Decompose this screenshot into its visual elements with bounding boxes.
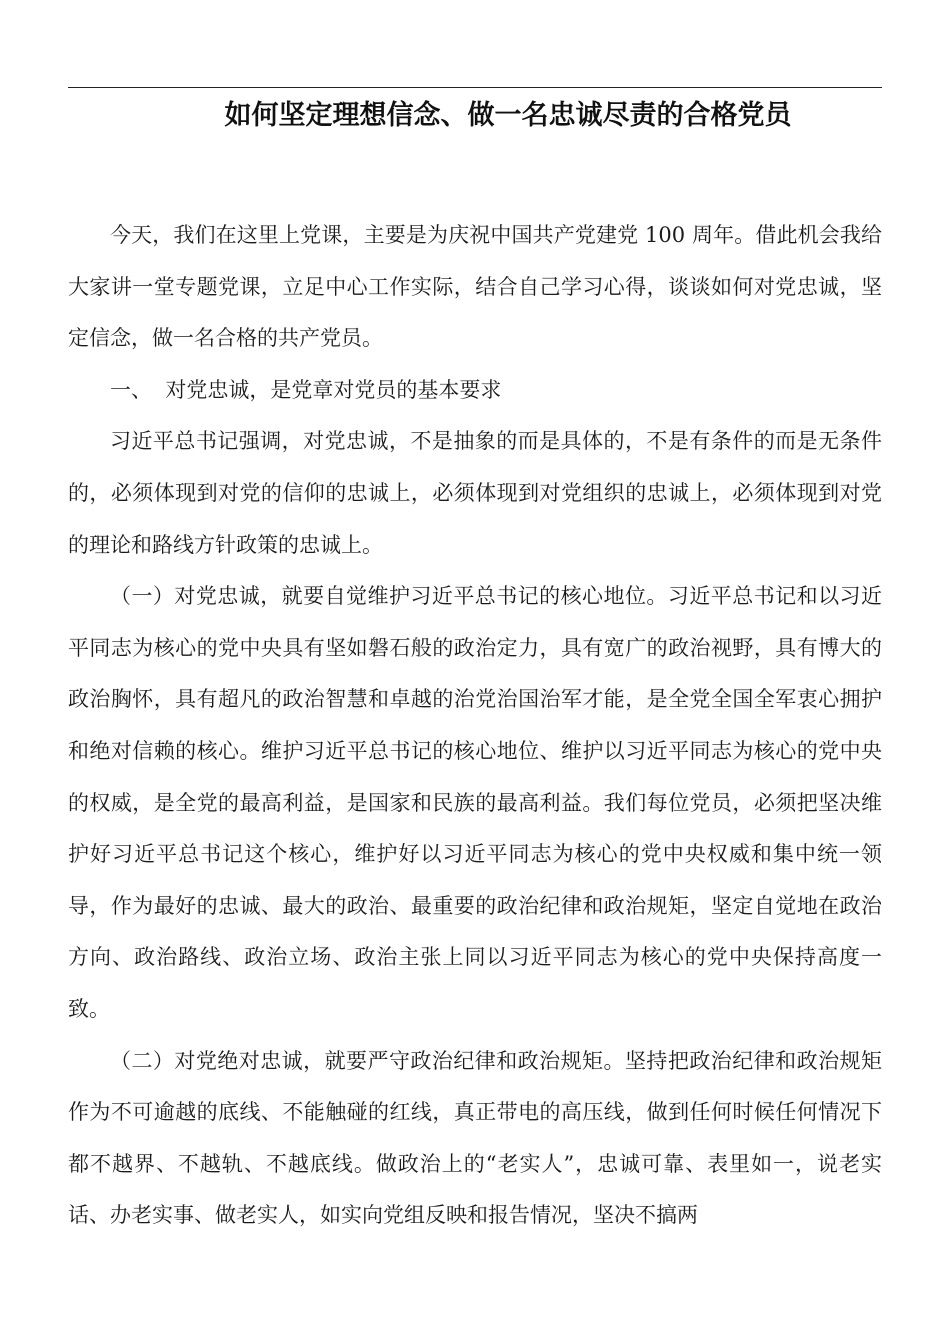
paragraph-subsection-1: （一）对党忠诚，就要自觉维护习近平总书记的核心地位。习近平总书记和以习近平同志为核心的党中央具有坚如磐石般的政治定力，具有宽广的政治视野，具有博大的政治胸怀，具有超凡的政治智慧和卓越的治党治国治军才能，是全党全国全军衷心拥护和绝对信赖的核心。维护习近平总书记的核心地位、维护以习近平同志为核心的党中央的权威，是全党的最高利益，是国家和民族的最高利益。我们每位党员，必须把坚决维护好习近平总书记这个核心，维护好以习近平同志为核心的党中央权威和集中统一领导，作为最好的忠诚、最大的政治、最重要的政治纪律和政治规矩，坚定自觉地在政治方向、政治路线、政治立场、政治主张上同以习近平同志为核心的党中央保持高度一致。 (68, 584, 882, 1021)
document-body (68, 210, 882, 1242)
section-heading-1: 一、 对党忠诚，是党章对党员的基本要求 (110, 377, 502, 402)
paragraph-quote: 习近平总书记强调，对党忠诚，不是抽象的而是具体的，不是有条件的而是无条件的，必须体现到对党的信仰的忠诚上，必须体现到对党组织的忠诚上，必须体现到对党的理论和路线方针政策的忠诚上。 (68, 429, 882, 557)
document-title: 如何坚定理想信念、做一名忠诚尽责的合格党员 (224, 100, 792, 131)
header-rule (68, 87, 882, 88)
paragraph-subsection-2: （二）对党绝对忠诚，就要严守政治纪律和政治规矩。坚持把政治纪律和政治规矩作为不可逾越的底线、不能触碰的红线，真正带电的高压线，做到任何时候任何情况下都不越界、不越轨、不越底线。做政治上的“老实人”，忠诚可靠、表里如一，说老实话、办老实事、做老实人，如实向党组反映和报告情况，坚决不搞两 (68, 1048, 882, 1228)
paragraph-intro: 今天，我们在这里上党课，主要是为庆祝中国共产党建党 100 周年。借此机会我给大家讲一堂专题党课，立足中心工作实际，结合自己学习心得，谈谈如何对党忠诚，坚定信念，做一名合格的共产党员。 (68, 223, 882, 351)
